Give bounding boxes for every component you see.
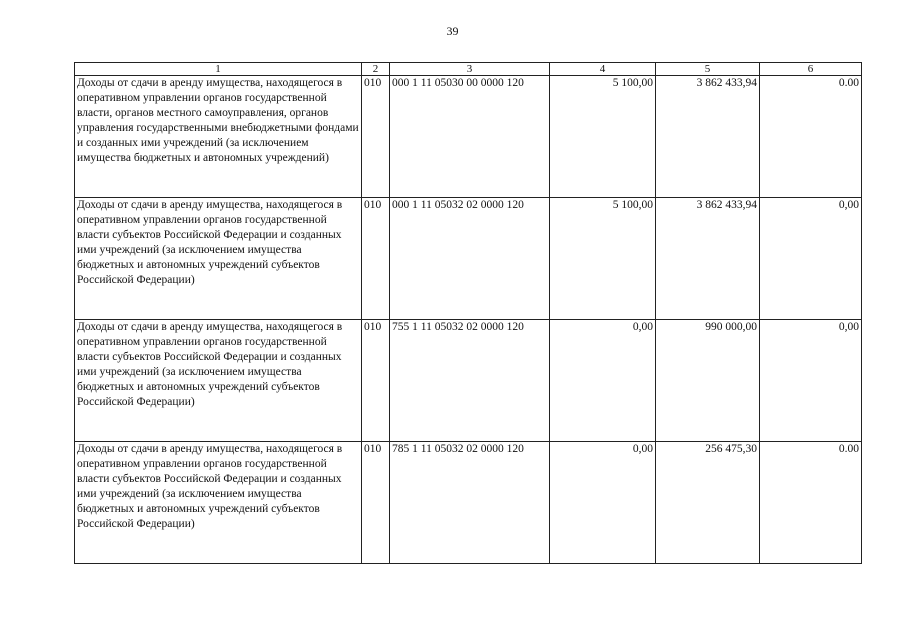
header-col-6: 6 [760,63,862,76]
header-col-5: 5 [656,63,760,76]
table-row [75,320,862,442]
page-number: 39 [446,24,459,38]
row-col-5: 990 000,00 [656,320,760,442]
header-col-4: 4 [550,63,656,76]
row-col-6: 0.00 [760,442,862,564]
table-row [75,76,862,198]
table-row [75,442,862,564]
row-name: Доходы от сдачи в аренду имущества, находящегося в оперативном управлении органов государственной власти субъектов Российской Федерации и созданных ими учреждений (за исключением имущества бюджетных и автономных учреждений субъектов Российской Федерации) [75,198,362,320]
row-budget-code: 755 1 11 05032 02 0000 120 [390,320,550,442]
row-col-4: 0,00 [550,442,656,564]
row-name: Доходы от сдачи в аренду имущества, находящегося в оперативном управлении органов государственной власти, органов местного самоуправления, органов управления государственными внебюджетными фондами и созданных ими учреждений (за исключением имущества бюджетных и автономных учреждений) [75,76,362,198]
row-col-5: 3 862 433,94 [656,76,760,198]
row-line-code: 010 [362,320,390,442]
row-line-code: 010 [362,198,390,320]
row-col-6: 0,00 [760,320,862,442]
row-col-4: 0,00 [550,320,656,442]
row-name: Доходы от сдачи в аренду имущества, находящегося в оперативном управлении органов государственной власти субъектов Российской Федерации и созданных ими учреждений (за исключением имущества бюджетных и автономных учреждений субъектов Российской Федерации) [75,320,362,442]
table-header-row [75,63,862,76]
header-col-2: 2 [362,63,390,76]
row-col-6: 0,00 [760,198,862,320]
row-line-code: 010 [362,76,390,198]
row-col-4: 5 100,00 [550,198,656,320]
table-row [75,198,862,320]
header-col-1: 1 [75,63,362,76]
revenue-table [74,62,862,564]
row-name: Доходы от сдачи в аренду имущества, находящегося в оперативном управлении органов государственной власти субъектов Российской Федерации и созданных ими учреждений (за исключением имущества бюджетных и автономных учреждений субъектов Российской Федерации) [75,442,362,564]
row-budget-code: 000 1 11 05030 00 0000 120 [390,76,550,198]
row-line-code: 010 [362,442,390,564]
row-budget-code: 785 1 11 05032 02 0000 120 [390,442,550,564]
row-col-5: 256 475,30 [656,442,760,564]
row-col-4: 5 100,00 [550,76,656,198]
row-col-5: 3 862 433,94 [656,198,760,320]
header-col-3: 3 [390,63,550,76]
row-col-6: 0.00 [760,76,862,198]
row-budget-code: 000 1 11 05032 02 0000 120 [390,198,550,320]
